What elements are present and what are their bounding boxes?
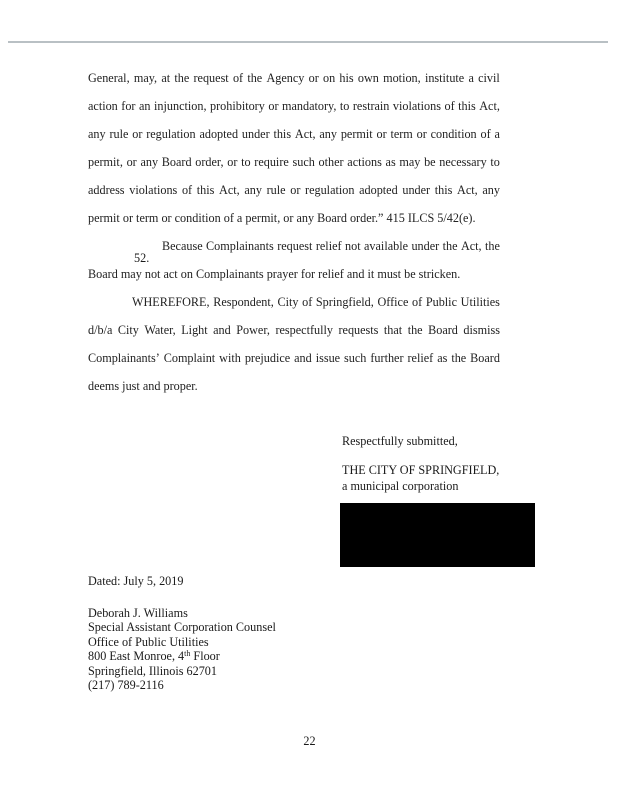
word: this	[458, 99, 476, 113]
word: issue	[315, 351, 341, 365]
word: the	[451, 351, 467, 365]
word: Agency	[266, 71, 305, 85]
word: of	[181, 183, 193, 197]
word: to	[490, 155, 500, 169]
body-line: deems just and proper.	[88, 379, 198, 393]
word: request	[277, 239, 313, 253]
counsel-office: Office of Public Utilities	[88, 634, 209, 649]
page-number: 22	[303, 734, 316, 748]
address-floor: Floor	[190, 649, 220, 664]
word: the	[485, 239, 500, 253]
word: or	[126, 155, 137, 169]
word: may	[399, 155, 421, 169]
word: the	[247, 71, 263, 85]
word: Power,	[236, 323, 270, 337]
body-line	[88, 127, 500, 142]
word: under	[402, 183, 431, 197]
word: Public	[425, 295, 457, 309]
word: Utilities	[460, 295, 500, 309]
word: permit	[340, 127, 373, 141]
dated-line: Dated: July 5, 2019	[88, 574, 184, 588]
word: condition	[430, 127, 477, 141]
counsel-name: Deborah J. Williams	[88, 606, 188, 620]
word: adopted	[359, 183, 398, 197]
word: any	[482, 183, 500, 197]
word: injunction,	[154, 99, 207, 113]
word: other	[318, 155, 344, 169]
word: Act,	[294, 127, 316, 141]
word: this	[434, 183, 453, 197]
counsel-block	[88, 606, 276, 692]
word: permit,	[88, 155, 123, 169]
word: available	[364, 239, 408, 253]
word: Act,	[219, 183, 240, 197]
word: a	[468, 71, 474, 85]
word: regulation	[146, 127, 196, 141]
word: d/b/a	[88, 323, 113, 337]
word: at	[161, 71, 171, 85]
body-line	[88, 323, 500, 338]
word: motion,	[383, 71, 421, 85]
word: that	[383, 323, 403, 337]
word: any	[319, 127, 337, 141]
word: restrain	[352, 99, 390, 113]
word: this	[273, 127, 292, 141]
body-line: permit or term or condition of a permit, or any Board order.” 415 ILCS 5/42(e).	[88, 211, 476, 225]
word: as	[437, 351, 448, 365]
word: or	[268, 99, 279, 113]
word: rule	[266, 183, 286, 197]
word: own	[357, 71, 379, 85]
counsel-city: Springfield, Illinois 62701	[88, 663, 217, 678]
header-rule	[8, 41, 608, 43]
word: the	[407, 323, 423, 337]
word: with	[219, 351, 241, 365]
address-street: 800 East Monroe, 4	[88, 649, 185, 664]
word: violations	[392, 99, 441, 113]
closing: Respectfully submitted,	[342, 434, 458, 448]
word: Board	[161, 155, 192, 169]
word: or	[227, 155, 238, 169]
word: to	[339, 99, 350, 113]
word: Respondent,	[213, 295, 274, 309]
word: and	[213, 323, 231, 337]
word: not	[345, 239, 361, 253]
body-line	[88, 351, 500, 366]
word: any	[244, 183, 262, 197]
word: any	[140, 155, 159, 169]
word: mandatory,	[282, 99, 337, 113]
body-line: Board may not act on Complainants prayer for relief and it must be stricken.	[88, 267, 461, 281]
counsel-title: Special Assistant Corporation Counsel	[88, 620, 276, 635]
word: regulation	[305, 183, 355, 197]
signature-block	[342, 433, 499, 494]
address-ordinal: th	[184, 649, 191, 659]
word: on	[322, 71, 336, 85]
word: Because	[162, 239, 203, 253]
word: City	[117, 323, 139, 337]
word: requests	[338, 323, 379, 337]
word: and	[294, 351, 312, 365]
word: the	[442, 239, 458, 253]
body-line	[88, 71, 500, 86]
redacted-signature	[340, 503, 535, 567]
body-line	[88, 99, 500, 114]
word: for	[121, 99, 136, 113]
word: under	[411, 239, 440, 253]
word: an	[139, 99, 151, 113]
word: Springfield,	[315, 295, 374, 309]
paragraph-number: 52.	[134, 251, 150, 265]
body-line	[162, 239, 500, 254]
word: Office	[377, 295, 409, 309]
word: such	[292, 155, 315, 169]
word: of	[302, 295, 313, 309]
word: of	[232, 71, 244, 85]
word: to	[241, 155, 251, 169]
word: actions	[347, 155, 382, 169]
word: request	[193, 71, 229, 85]
word: necessary	[439, 155, 487, 169]
word: or	[290, 183, 301, 197]
word: institute	[424, 71, 465, 85]
counsel-address	[88, 649, 276, 663]
word: may,	[133, 71, 158, 85]
word: prohibitory	[210, 99, 265, 113]
word: as	[385, 155, 396, 169]
word: Complainants	[206, 239, 274, 253]
word: Complainants’	[88, 351, 160, 365]
word: a	[494, 127, 500, 141]
word: of	[444, 99, 455, 113]
word: civil	[478, 71, 500, 85]
word: this	[196, 183, 215, 197]
word: be	[424, 155, 436, 169]
word: rule	[109, 127, 129, 141]
word: any	[88, 127, 106, 141]
body-line	[132, 295, 500, 310]
word: order,	[195, 155, 224, 169]
word: respectfully	[275, 323, 333, 337]
word: relief	[315, 239, 342, 253]
word: Act,	[479, 99, 500, 113]
word: further	[370, 351, 404, 365]
word: General,	[88, 71, 130, 85]
word: WHEREFORE,	[132, 295, 210, 309]
word: City	[277, 295, 299, 309]
word: the	[174, 71, 190, 85]
word: of	[480, 127, 491, 141]
word: his	[339, 71, 354, 85]
word: Board	[428, 323, 458, 337]
word: or	[132, 127, 143, 141]
word: Water,	[144, 323, 176, 337]
entity-name: THE CITY OF SPRINGFIELD,	[342, 463, 500, 477]
body-line	[88, 183, 500, 198]
word: address	[88, 183, 125, 197]
word: relief	[407, 351, 434, 365]
word: term	[390, 127, 413, 141]
word: action	[88, 99, 118, 113]
word: or	[376, 127, 387, 141]
word: violations	[129, 183, 178, 197]
word: or	[308, 71, 319, 85]
body-line	[88, 155, 500, 170]
word: Light	[181, 323, 208, 337]
word: Complaint	[163, 351, 216, 365]
word: Board	[470, 351, 500, 365]
word: prejudice	[244, 351, 291, 365]
word: such	[344, 351, 367, 365]
word: under	[241, 127, 270, 141]
entity-type: a municipal corporation	[342, 479, 459, 493]
word: dismiss	[463, 323, 500, 337]
word: adopted	[199, 127, 239, 141]
word: or	[416, 127, 427, 141]
word: Act,	[460, 239, 482, 253]
counsel-phone: (217) 789-2116	[88, 678, 164, 693]
word: Act,	[457, 183, 478, 197]
word: of	[412, 295, 423, 309]
word: require	[254, 155, 289, 169]
